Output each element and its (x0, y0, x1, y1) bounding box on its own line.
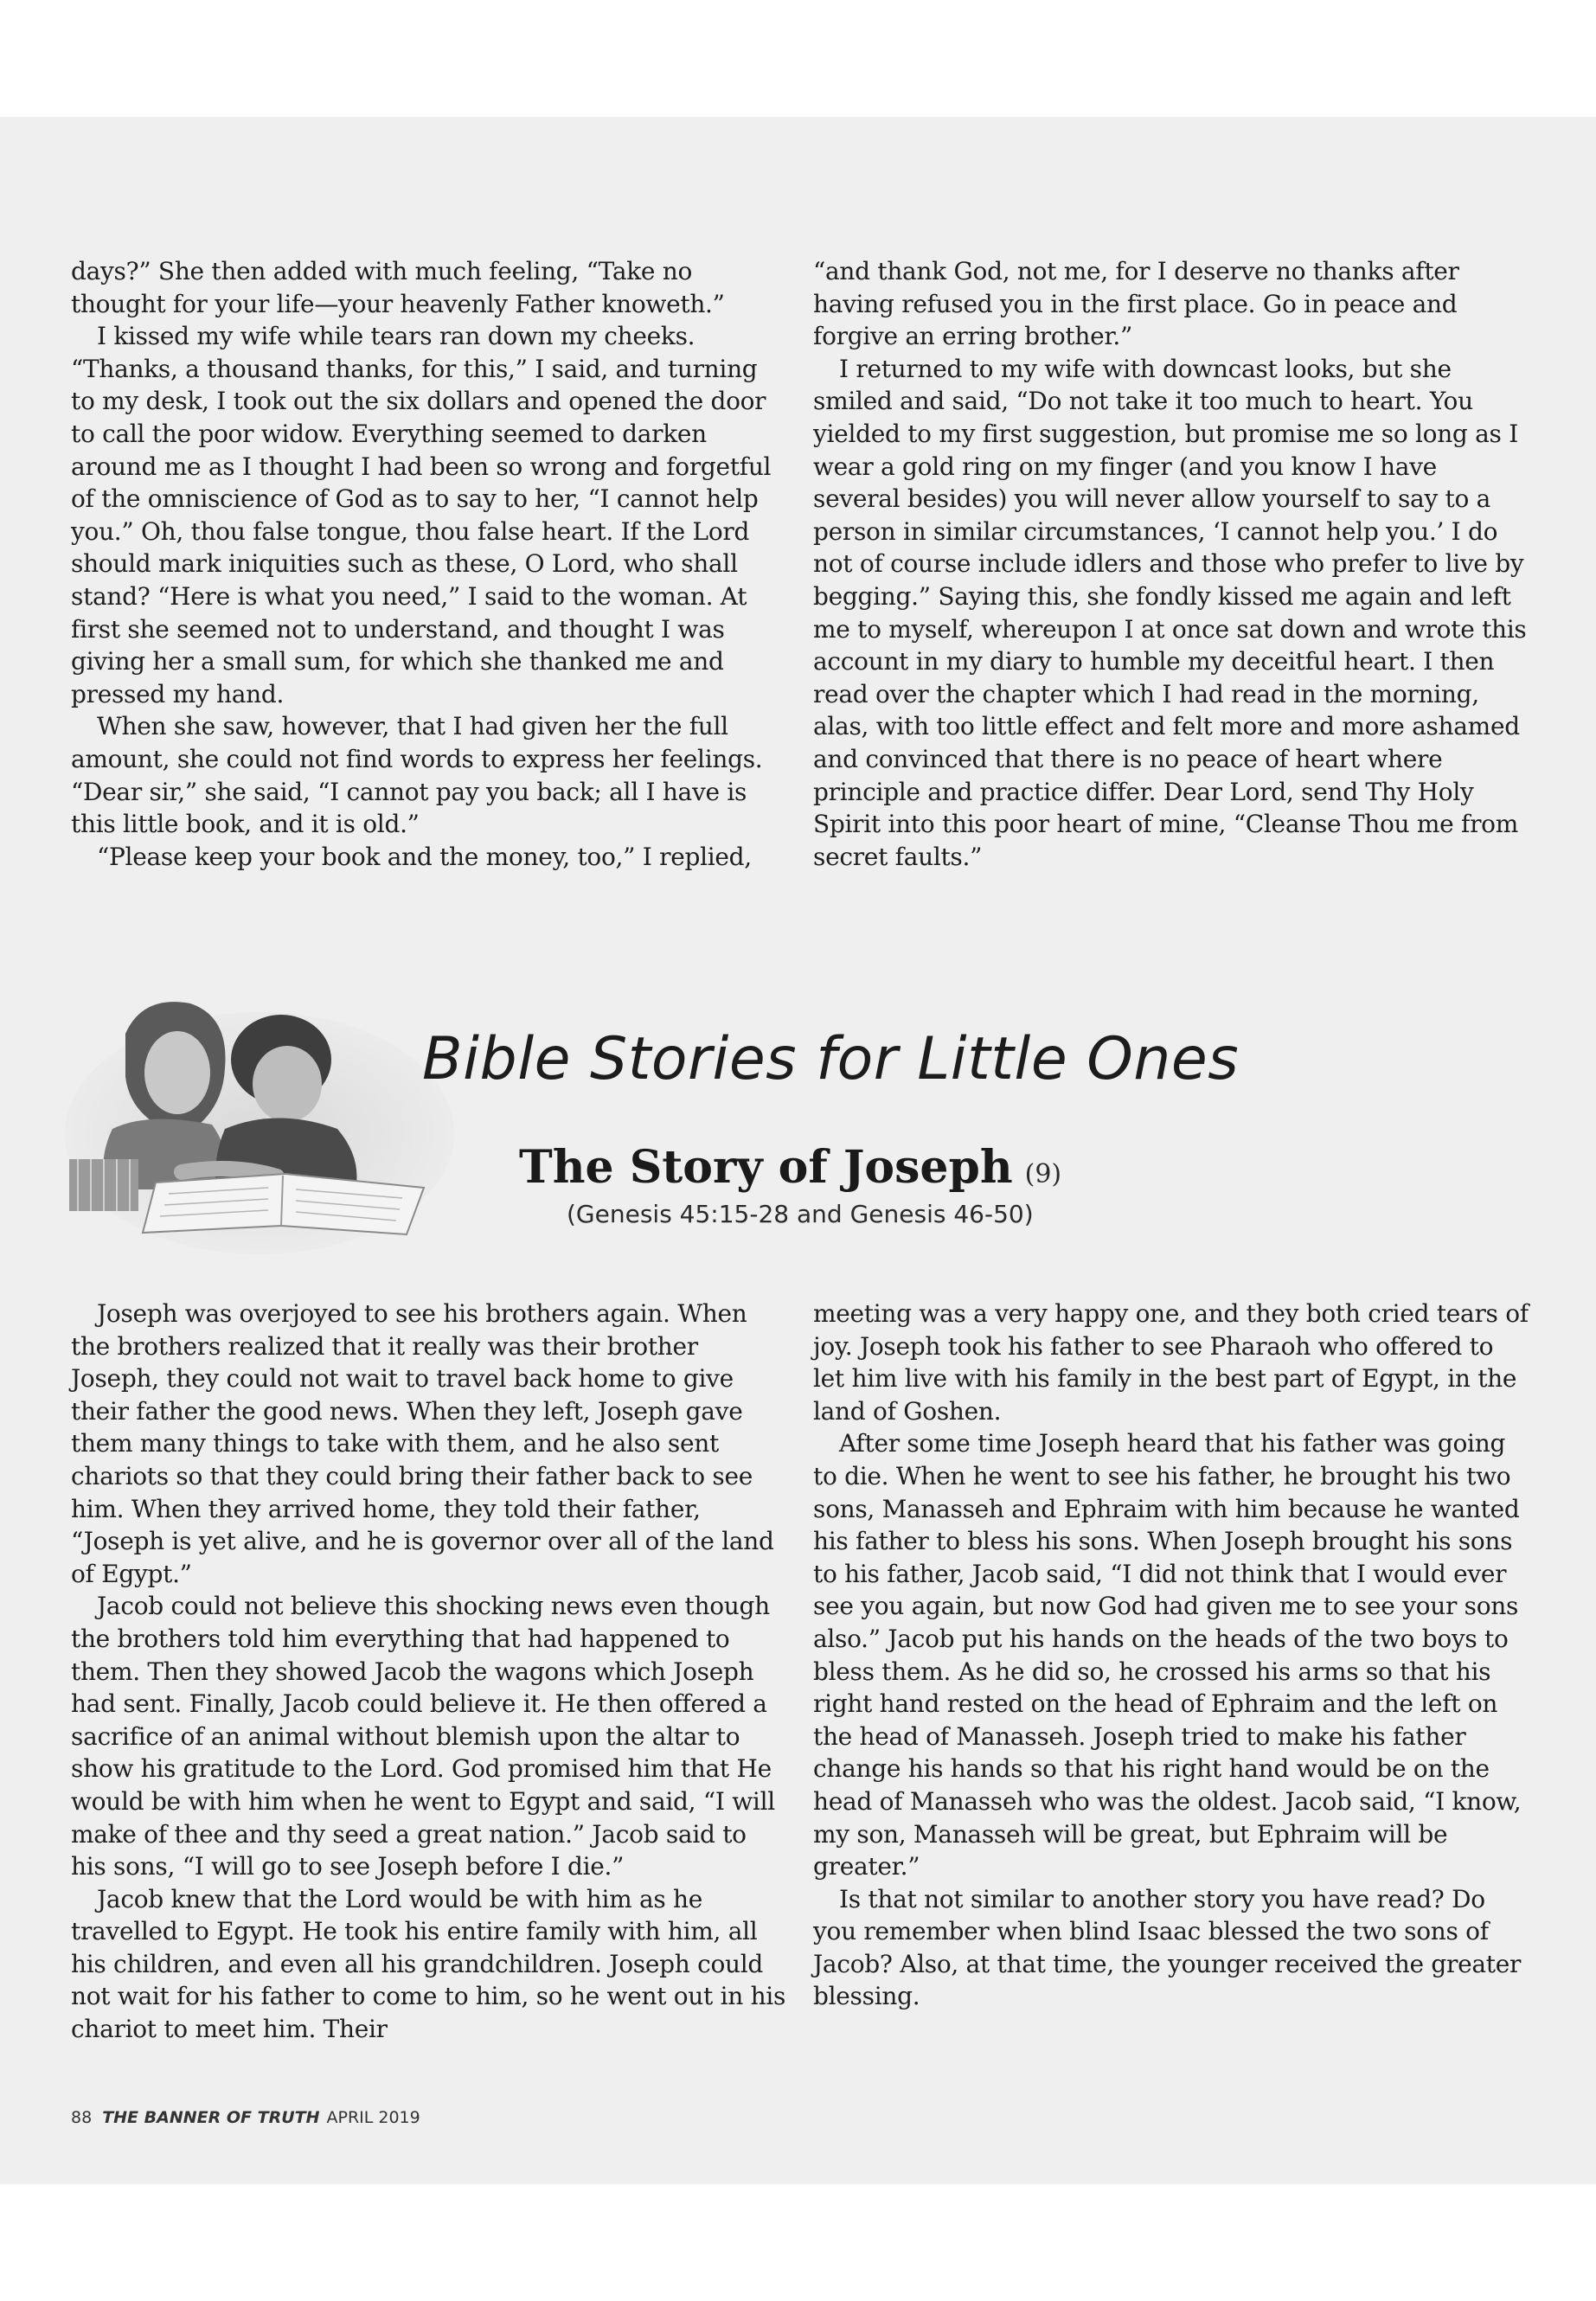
page-footer (71, 2107, 763, 2128)
paragraph: Jacob could not believe this shocking news even though the brothers told him everything that had happened to them. Then they showed Jacob the wagons which Joseph had sent. Finally, Jacob could believe it. He then offered a sacrifice of an animal without blemish upon the altar to show his gratitude to the Lord. God promised him that He would be with him when he went to Egypt and said, “I will make of thee and thy seed a great nation.” Jacob said to his sons, “I will go to see Joseph before I die.” (71, 1592, 775, 1881)
publication-name: THE BANNER OF TRUTH (102, 2108, 320, 2127)
paragraph: meeting was a very happy one, and they both cried tears of joy. Joseph took his father to see Pharaoh who offered to let him live with his family in the best part of Egypt, in the land of Goshen. (813, 1299, 1529, 1426)
top-right-column (813, 255, 1529, 873)
series-title: Bible Stories for Little Ones (422, 1025, 1240, 1093)
paragraph: When she saw, however, that I had given her the full amount, she could not find words to express her feelings. “Dear sir,” she said, “I cannot pay you back; all I have is this little book, and it is old.” (71, 712, 763, 839)
paragraph: Joseph was overjoyed to see his brothers again. When the brothers realized that it really was their brother Joseph, they could not wait to travel back home to give their father the good news. When they left, Joseph gave them many things to take with them, and he also sent chariots so that they could bring their father back to see him. When they arrived home, they told their father, “Joseph is yet alive, and he is governor over all of the land of Egypt.” (71, 1299, 774, 1588)
paragraph: I returned to my wife with downcast looks, but she smiled and said, “Do not take it too much to heart. You yielded to my first suggestion, but promise me so long as I wear a gold ring on my finger (and you know I have several besides) you will never allow yourself to say to a person in similar circumstances, ‘I cannot help you.’ I do not of course include idlers and those who prefer to live by begging.” Saying this, she fondly kissed me again and left me to myself, whereupon I at once sat down and wrote this account in my diary to humble my deceitful heart. I then read over the chapter which I had read in the morning, alas, with too little effect and felt more and more ashamed and convinced that there is no peace of heart where principle and practice differ. Dear Lord, send Thy Holy Spirit into this poor heart of mine, “Cleanse Thou me from secret faults.” (813, 354, 1527, 871)
paragraph: days?” She then added with much feeling, “Take no thought for your life—your heavenly Father knoweth.” (71, 257, 725, 318)
story-left-column (71, 1298, 787, 2046)
paragraph: Is that not similar to another story you have read? Do you remember when blind Isaac blessed the two sons of Jacob? Also, at that time, the younger received the greater blessing. (813, 1884, 1522, 2011)
paragraph: Jacob knew that the Lord would be with him as he travelled to Egypt. He took his entire family with him, all his children, and even all his grandchildren. Joseph could not wait for his father to come to him, so he went out in his chariot to meet him. Their (71, 1884, 786, 2044)
top-left-column (71, 255, 787, 873)
story-part-number: (9) (1024, 1159, 1062, 1189)
page-number: 88 (71, 2108, 93, 2127)
issue-date: APRIL 2019 (326, 2108, 420, 2127)
paragraph: After some time Joseph heard that his father was going to die. When he went to see his father, he brought his two sons, Manasseh and Ephraim with him because he wanted his father to bless his sons. When Joseph brought his sons to his father, Jacob said, “I did not think that I would ever see you again, but now God had given me to see your sons also.” Jacob put his hands on the heads of the two boys to bless them. As he did so, he crossed his arms so that his right hand rested on the head of Ephraim and the left on the head of Manasseh. Joseph tried to make his father change his hands so that his right hand would be on the head of Manasseh who was the oldest. Jacob said, “I know, my son, Manasseh will be great, but Ephraim will be greater.” (813, 1429, 1522, 1881)
paragraph: “and thank God, not me, for I deserve no thanks after having refused you in the first place. Go in peace and forgive an erring brother.” (813, 257, 1459, 351)
story-title-text: The Story of Joseph (519, 1141, 1013, 1194)
paragraph: I kissed my wife while tears ran down my cheeks. “Thanks, a thousand thanks, for this,” I said, and turning to my desk, I took out the six dollars and opened the door to call the poor widow. Everything seemed to darken around me as I thought I had been so wrong and forgetful of the omniscience of God as to say to her, “I cannot help you.” Oh, thou false tongue, thou false heart. If the Lord should mark iniquities such as these, O Lord, who shall stand? “Here is what you need,” I said to the woman. At first she seemed not to understand, and thought I was giving her a small sum, for which she thanked me and pressed my hand. (71, 322, 772, 708)
scripture-reference: (Genesis 45:15-28 and Genesis 46-50) (567, 1200, 1034, 1228)
story-title (519, 1140, 1298, 1202)
children-reading-illustration (61, 982, 458, 1259)
paragraph: “Please keep your book and the money, too,” I replied, (97, 842, 752, 871)
story-right-column (813, 1298, 1529, 2013)
